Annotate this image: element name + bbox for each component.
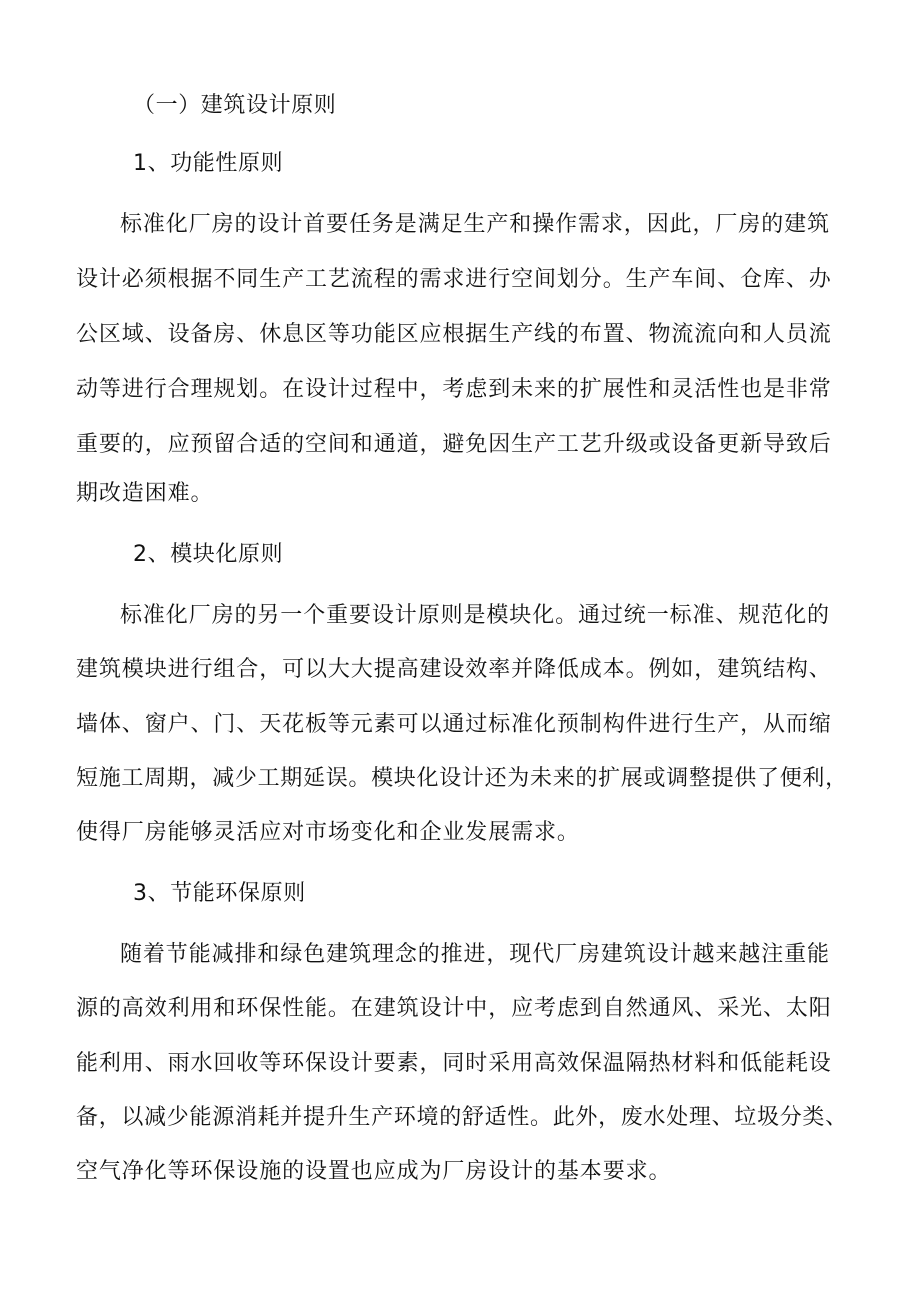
paragraph-line: 设计必须根据不同生产工艺流程的需求进行空间划分。生产车间、仓库、办 bbox=[76, 267, 832, 292]
heading-functional: 1、功能性原则 bbox=[133, 151, 284, 176]
paragraph-line: 建筑模块进行组合，可以大大提高建设效率并降低成本。例如，建筑结构、 bbox=[76, 657, 832, 682]
paragraph-line: 短施工周期，减少工期延误。模块化设计还为未来的扩展或调整提供了便利， bbox=[76, 766, 848, 791]
heading-modular: 2、模块化原则 bbox=[133, 542, 284, 567]
paragraph-line: 空气净化等环保设施的设置也应成为厂房设计的基本要求。 bbox=[76, 1159, 672, 1184]
section-title: （一）建筑设计原则 bbox=[133, 93, 337, 118]
paragraph-line: 标准化厂房的设计首要任务是满足生产和操作需求，因此，厂房的建筑 bbox=[120, 212, 830, 237]
paragraph-line: 重要的，应预留合适的空间和通道，避免因生产工艺升级或设备更新导致后 bbox=[76, 432, 832, 457]
paragraph-line: 能利用、雨水回收等环保设计要素，同时采用高效保温隔热材料和低能耗设 bbox=[76, 1051, 832, 1076]
paragraph-line: 墙体、窗户、门、天花板等元素可以通过标准化预制构件进行生产，从而缩 bbox=[76, 712, 832, 737]
paragraph-line: 使得厂房能够灵活应对市场变化和企业发展需求。 bbox=[76, 820, 580, 845]
paragraph-line: 备，以减少能源消耗并提升生产环境的舒适性。此外，废水处理、垃圾分类、 bbox=[76, 1105, 848, 1130]
paragraph-line: 期改造困难。 bbox=[76, 481, 214, 506]
paragraph-line: 源的高效利用和环保性能。在建筑设计中，应考虑到自然通风、采光、太阳 bbox=[76, 996, 832, 1021]
paragraph-line: 动等进行合理规划。在设计过程中，考虑到未来的扩展性和灵活性也是非常 bbox=[76, 377, 832, 402]
paragraph-line: 公区域、设备房、休息区等功能区应根据生产线的布置、物流流向和人员流 bbox=[76, 322, 832, 347]
paragraph-line: 随着节能减排和绿色建筑理念的推进，现代厂房建筑设计越来越注重能 bbox=[120, 942, 830, 967]
heading-energy-saving: 3、节能环保原则 bbox=[133, 881, 306, 906]
paragraph-line: 标准化厂房的另一个重要设计原则是模块化。通过统一标准、规范化的 bbox=[120, 603, 830, 628]
